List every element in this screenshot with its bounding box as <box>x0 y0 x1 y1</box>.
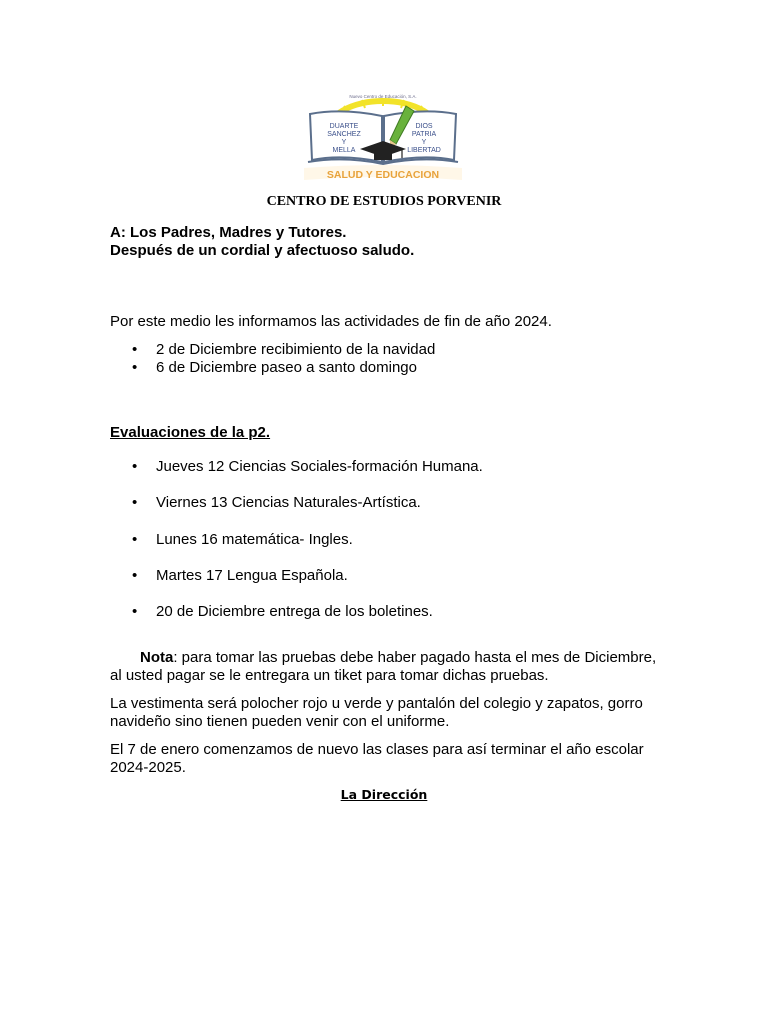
logo-left-line: MELLA <box>332 147 356 154</box>
evaluations-heading: Evaluaciones de la p2. <box>110 424 271 441</box>
bullet-icon: • <box>132 567 138 584</box>
logo-left-line: SANCHEZ <box>327 131 361 138</box>
logo-arc-text: Nuevo Centro de Educación, S.A. <box>349 94 417 99</box>
note-text: : para tomar las pruebas debe haber pagado hasta el mes de Diciembre, al usted pagar se le entregara un tiket para tomar dichas pruebas. <box>110 649 657 684</box>
signature: La Dirección <box>340 787 428 802</box>
greeting-salutation: Después de un cordial y afectuoso saludo. <box>110 242 415 259</box>
school-logo <box>302 92 464 184</box>
list-item: • Jueves 12 Ciencias Sociales-formación Humana. <box>132 458 483 475</box>
intro-paragraph: Por este medio les informamos las actividades de fin de año 2024. <box>110 313 552 330</box>
greeting-recipients: A: Los Padres, Madres y Tutores. <box>110 224 347 241</box>
bullet-icon: • <box>132 341 138 358</box>
list-item: • 2 de Diciembre recibimiento de la navidad <box>132 341 436 358</box>
list-item: • 20 de Diciembre entrega de los boletines. <box>132 603 433 620</box>
school-name: CENTRO DE ESTUDIOS PORVENIR <box>266 194 502 209</box>
logo-right-line: LIBERTAD <box>407 147 441 154</box>
bullet-icon: • <box>132 603 138 620</box>
list-item: • 6 de Diciembre paseo a santo domingo <box>132 359 417 376</box>
bullet-icon: • <box>132 458 138 475</box>
list-item: • Viernes 13 Ciencias Naturales-Artística. <box>132 494 421 511</box>
clothing-paragraph: La vestimenta será polocher rojo u verde y pantalón del colegio y zapatos, gorro navideño sino tienen pueden venir con el uniforme. <box>110 695 643 730</box>
bullet-icon: • <box>132 494 138 511</box>
list-item: • Lunes 16 matemática- Ingles. <box>132 531 353 548</box>
activities-list <box>110 341 670 377</box>
logo-right-line: PATRIA <box>411 131 437 138</box>
logo-right-line: Y <box>421 139 427 146</box>
logo-right-line: DIOS <box>415 123 433 130</box>
note-paragraph <box>110 649 670 685</box>
note-label: Nota <box>140 649 174 666</box>
bullet-icon: • <box>132 359 138 376</box>
logo-banner-text: SALUD Y EDUCACION <box>326 169 440 181</box>
logo-left-line: DUARTE <box>329 123 359 130</box>
logo-left-line: Y <box>341 139 347 146</box>
list-item: • Martes 17 Lengua Española. <box>132 567 348 584</box>
return-paragraph: El 7 de enero comenzamos de nuevo las clases para así terminar el año escolar 2024-2025. <box>110 741 644 776</box>
bullet-icon: • <box>132 531 138 548</box>
